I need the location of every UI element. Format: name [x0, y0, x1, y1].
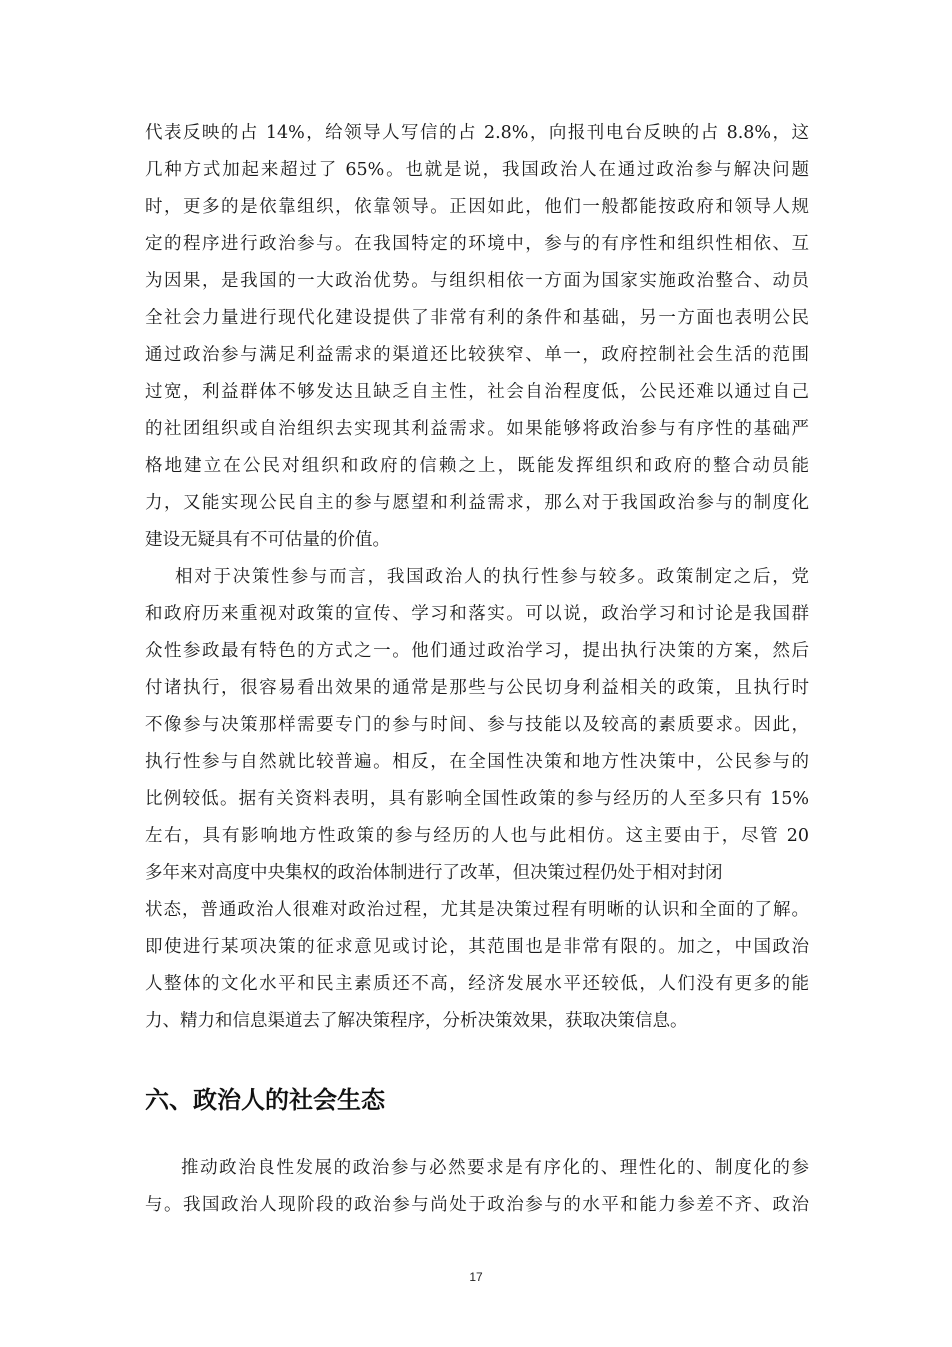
text-line: 过宽，利益群体不够发达且缺乏自主性，社会自治程度低，公民还难以通过自己: [145, 382, 809, 402]
text-line: 状态，普通政治人很难对政治过程，尤其是决策过程有明晰的认识和全面的了解。: [145, 900, 809, 920]
text-line: 相对于决策性参与而言，我国政治人的执行性参与较多。政策制定之后，党: [175, 567, 809, 587]
text-line: 通过政治参与满足利益需求的渠道还比较狭窄、单一，政府控制社会生活的范围: [145, 345, 809, 365]
text-line: 时，更多的是依靠组织，依靠领导。正因如此，他们一般都能按政府和领导人规: [145, 197, 809, 217]
text-line: 建设无疑具有不可估量的价值。: [145, 530, 390, 550]
text-line: 众性参政最有特色的方式之一。他们通过政治学习，提出执行决策的方案，然后: [145, 641, 809, 661]
text-line: 代表反映的占 14%，给领导人写信的占 2.8%，向报刊电台反映的占 8.8%，这: [145, 123, 809, 143]
text-line: 为因果，是我国的一大政治优势。与组织相依一方面为国家实施政治整合、动员: [145, 271, 809, 291]
text-line: 比例较低。据有关资料表明，具有影响全国性政策的参与经历的人至多只有 15%: [145, 789, 809, 809]
text-line: 即使进行某项决策的征求意见或讨论，其范围也是非常有限的。加之，中国政治: [145, 937, 809, 957]
text-line: 执行性参与自然就比较普遍。相反，在全国性决策和地方性决策中，公民参与的: [145, 752, 809, 772]
text-line: 格地建立在公民对组织和政府的信赖之上，既能发挥组织和政府的整合动员能: [145, 456, 809, 476]
text-line: 左右，具有影响地方性政策的参与经历的人也与此相仿。这主要由于，尽管 20: [145, 826, 809, 846]
text-line: 的社团组织或自治组织去实现其利益需求。如果能够将政治参与有序性的基础严: [145, 419, 809, 439]
section-heading: 六、政治人的社会生态: [145, 1086, 385, 1114]
text-line: 付诸执行，很容易看出效果的通常是那些与公民切身利益相关的政策，且执行时: [145, 678, 809, 698]
text-line: 定的程序进行政治参与。在我国特定的环境中，参与的有序性和组织性相依、互: [145, 234, 809, 254]
text-line: 全社会力量进行现代化建设提供了非常有利的条件和基础，另一方面也表明公民: [145, 308, 809, 328]
text-line: 不像参与决策那样需要专门的参与时间、参与技能以及较高的素质要求。因此，: [145, 715, 809, 735]
text-line: 力、精力和信息渠道去了解决策程序，分析决策效果，获取决策信息。: [145, 1011, 688, 1031]
text-line: 人整体的文化水平和民主素质还不高，经济发展水平还较低，人们没有更多的能: [145, 974, 809, 994]
text-line: 和政府历来重视对政策的宣传、学习和落实。可以说，政治学习和讨论是我国群: [145, 604, 809, 624]
text-line: 几种方式加起来超过了 65%。也就是说，我国政治人在通过政治参与解决问题: [145, 160, 809, 180]
text-line: 力，又能实现公民自主的参与愿望和利益需求，那么对于我国政治参与的制度化: [145, 493, 809, 513]
text-line: 与。我国政治人现阶段的政治参与尚处于政治参与的水平和能力参差不齐、政治: [145, 1195, 809, 1215]
text-line: 推动政治良性发展的政治参与必然要求是有序化的、理性化的、制度化的参: [181, 1158, 809, 1178]
page-number: 17: [469, 1270, 483, 1284]
text-line: 多年来对高度中央集权的政治体制进行了改革，但决策过程仍处于相对封闭: [145, 863, 723, 883]
